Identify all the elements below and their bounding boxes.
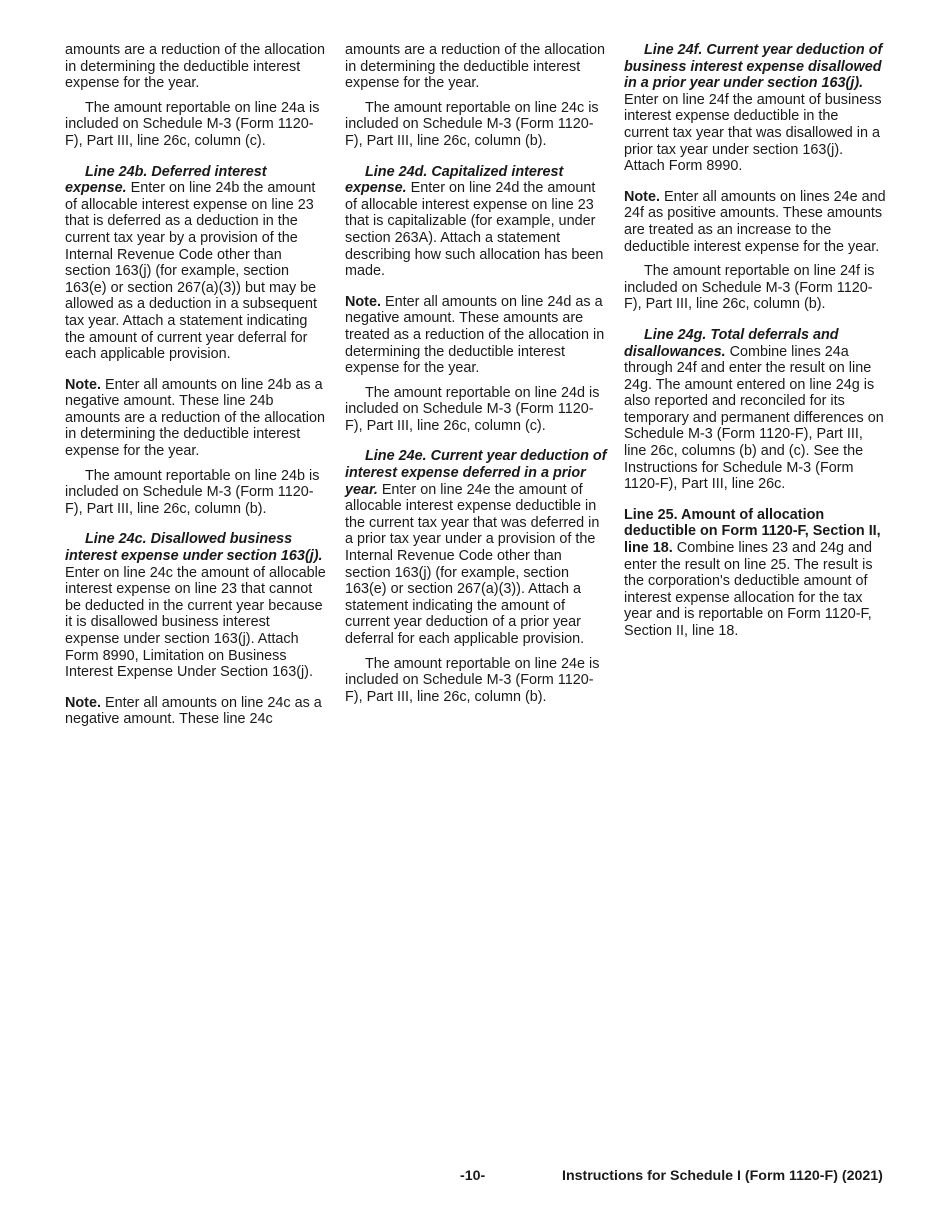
- paragraph: The amount reportable on line 24a is included on Schedule M-3 (Form 1120-F), Part III, line 26c, column (c).: [65, 99, 320, 149]
- note-text: Enter all amounts on line 24b as a negative amount. These line 24b amounts are a reduction of the allocation in determining the deductible interest expense for the year.: [65, 376, 325, 460]
- paragraph-line-24b: [65, 164, 327, 363]
- paragraph-line-24g: [624, 327, 886, 493]
- note-label: Note.: [65, 376, 101, 393]
- column-3: [624, 42, 886, 648]
- note-label: Note.: [624, 188, 660, 205]
- heading-line-25: Line 25. Amount of allocation deductible on Form 1120-F, Section II, line 18.: [624, 506, 881, 557]
- paragraph-line-25: [624, 507, 886, 640]
- paragraph: amounts are a reduction of the allocation in determining the deductible interest expense for the year.: [65, 42, 325, 92]
- column-1: [65, 42, 327, 736]
- footer-title: Instructions for Schedule I (Form 1120-F) (2021): [562, 1168, 883, 1184]
- paragraph: The amount reportable on line 24d is included on Schedule M-3 (Form 1120-F), Part III, line 26c, column (c).: [345, 384, 600, 434]
- heading-line-24c: Line 24c. Disallowed business interest expense under section 163(j).: [65, 531, 323, 565]
- page-number: -10-: [460, 1168, 486, 1184]
- note-paragraph: [345, 294, 607, 377]
- paragraph: amounts are a reduction of the allocation in determining the deductible interest expense for the year.: [345, 42, 605, 92]
- body-text: Enter on line 24d the amount of allocable interest expense on line 23 that is capitalizable (for example, under section 263A). Attach a statement describing how such allocation has been made.: [345, 180, 604, 280]
- note-paragraph: [624, 189, 886, 255]
- paragraph-line-24e: [345, 448, 607, 647]
- paragraph: The amount reportable on line 24e is included on Schedule M-3 (Form 1120-F), Part III, line 26c, column (b).: [345, 655, 600, 705]
- column-2: [345, 42, 607, 713]
- note-text: Enter all amounts on lines 24e and 24f as positive amounts. These amounts are treated as an increase to the deductible interest expense for the year.: [624, 188, 886, 255]
- body-text: Enter on line 24b the amount of allocable interest expense on line 23 that is deferred as a deduction in the current tax year by a provision of the Internal Revenue Code other than section 163(j) (for example, section 163(e) or section 267(a)(3)) but may be allowed as a deduction in a subsequent tax year. Attach a statement indicating the amount of current year deferral for each applicable provision.: [65, 180, 318, 363]
- note-label: Note.: [345, 293, 381, 310]
- note-paragraph: [65, 695, 327, 728]
- body-text: Combine lines 23 and 24g and enter the result on line 25. The result is the corporation's deductible amount of interest expense allocation for the tax year and is reportable on Form 1120-F, Section II, line 18.: [624, 540, 873, 639]
- paragraph: The amount reportable on line 24c is included on Schedule M-3 (Form 1120-F), Part III, line 26c, column (b).: [345, 99, 599, 149]
- body-text: Enter on line 24e the amount of allocable interest expense deductible in the current tax year that was deferred in a prior tax year under a provision of the Internal Revenue Code other than section 163(j) (for example, section 163(e) or section 267(a)(3)). Attach a statement indicating the amount of current year deduction of a prior year deferral for each applicable provision.: [345, 481, 600, 647]
- body-text: Enter on line 24c the amount of allocable interest expense on line 23 that cannot be deducted in the current year because it is disallowed business interest expense under section 163(j). Attach Form 8990, Limitation on Business Interest Expense Under Section 163(j).: [65, 564, 326, 681]
- note-paragraph: [65, 377, 327, 460]
- note-label: Note.: [65, 694, 101, 711]
- paragraph: The amount reportable on line 24b is included on Schedule M-3 (Form 1120-F), Part III, line 26c, column (b).: [65, 467, 320, 517]
- body-text: Combine lines 24a through 24f and enter the result on line 24g. The amount entered on line 24g is also reported and reconciled for its temporary and permanent differences on Schedule M-3 (Form 1120-F), Part III, line 26c, columns (b) and (c). See the Instructions for Schedule M-3 (Form 1120-F), Part III, line 26c.: [624, 343, 884, 493]
- note-text: Enter all amounts on line 24c as a negative amount. These line 24c: [65, 694, 322, 728]
- note-text: Enter all amounts on line 24d as a negative amount. These amounts are treated as a reduction of the allocation in determining the deductible interest expense for the year.: [345, 293, 605, 377]
- paragraph-line-24f: [624, 42, 886, 175]
- heading-line-24b: Line 24b. Deferred interest expense.: [65, 163, 267, 197]
- paragraph-line-24c: [65, 531, 327, 680]
- heading-line-24d: Line 24d. Capitalized interest expense.: [345, 163, 564, 197]
- heading-line-24f: Line 24f. Current year deduction of business interest expense disallowed in a prior year under section 163(j).: [624, 42, 883, 92]
- paragraph-line-24d: [345, 164, 607, 280]
- heading-line-24e: Line 24e. Current year deduction of interest expense deferred in a prior year.: [345, 448, 607, 498]
- body-text: Enter on line 24f the amount of business interest expense deductible in the current tax year that was disallowed in a prior tax year under section 163(j). Attach Form 8990.: [624, 91, 882, 175]
- heading-line-24g: Line 24g. Total deferrals and disallowances.: [624, 326, 839, 360]
- paragraph: The amount reportable on line 24f is included on Schedule M-3 (Form 1120-F), Part III, line 26c, column (b).: [624, 263, 875, 313]
